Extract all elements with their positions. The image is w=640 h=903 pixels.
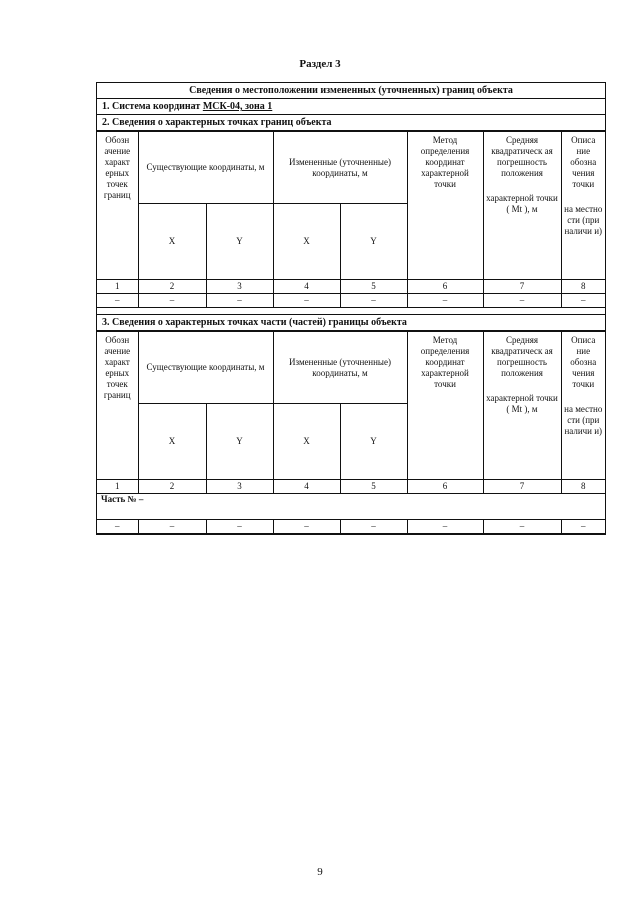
col-num: 7 [483,480,561,494]
header-desc-top: Описа ние обозна чения точки [570,335,597,389]
table-cell: – [138,520,206,534]
header-rms [483,332,561,480]
col-num: 2 [138,280,206,294]
col-num: 3 [206,480,273,494]
column-numbers-row [97,280,605,294]
col-num: 6 [407,480,483,494]
header-method: Метод определения координат характерной точки [407,332,483,480]
header-rms-top: Средняя квадратическ ая погрешность положения [491,335,553,378]
col-num: 5 [340,480,407,494]
table-cell: – [138,294,206,308]
header-existing-coords: Существующие координаты, м [138,332,273,404]
block3-title: 3. Сведения о характерных точках части (частей) границы объекта [97,314,605,331]
table-cell: – [97,294,138,308]
header-method: Метод определения координат характерной точки [407,132,483,280]
table-row [97,294,605,308]
header-changed-coords: Измененные (уточненные) координаты, м [273,332,407,404]
column-numbers-row [97,480,605,494]
header-existing-x: X [138,404,206,480]
table-title: Сведения о местоположении измененных (уточненных) границ объекта [97,83,605,99]
table-cell: – [97,520,138,534]
col-num: 3 [206,280,273,294]
coord-system-row [97,99,605,115]
table-cell: – [407,520,483,534]
table-cell: – [483,520,561,534]
header-existing-coords: Существующие координаты, м [138,132,273,204]
boundary-table [96,82,606,535]
header-desc-bottom: на местно сти (при наличи и) [564,404,603,436]
header-desc [561,132,605,280]
table-cell: – [273,520,340,534]
col-num: 1 [97,480,138,494]
table-cell: – [483,294,561,308]
col-num: 4 [273,280,340,294]
header-rms-top: Средняя квадратическ ая погрешность положения [491,135,553,178]
header-desc-bottom: на местно сти (при наличи и) [564,204,603,236]
table-cell: – [340,520,407,534]
header-changed-coords: Измененные (уточненные) координаты, м [273,132,407,204]
table-cell: – [561,294,605,308]
part-label: Часть № – [97,494,605,520]
block2-title: 2. Сведения о характерных точках границ объекта [97,115,605,131]
col-num: 8 [561,480,605,494]
table-cell: – [273,294,340,308]
col-num: 8 [561,280,605,294]
header-rms [483,132,561,280]
col-num: 7 [483,280,561,294]
page-number: 9 [317,866,323,878]
section-title: Раздел 3 [299,58,341,70]
col-num: 6 [407,280,483,294]
table-cell: – [206,520,273,534]
header-changed-y: Y [340,404,407,480]
header-changed-x: X [273,404,340,480]
header-changed-x: X [273,204,340,280]
table-cell: – [206,294,273,308]
coord-system-prefix: 1. Система координат [102,101,201,112]
header-changed-y: Y [340,204,407,280]
header-rms-bottom: характерной точки ( Mt ), м [486,193,558,214]
table-row [97,520,605,534]
header-existing-y: Y [206,204,273,280]
header-desc-top: Описа ние обозна чения точки [570,135,597,189]
header-rms-bottom: характерной точки ( Mt ), м [486,393,558,414]
col-num: 1 [97,280,138,294]
part-row [97,494,605,520]
header-existing-x: X [138,204,206,280]
block3-table [97,331,605,534]
header-point-designation: Обозн ачение характ ерных точек границ [97,132,138,280]
col-num: 4 [273,480,340,494]
table-cell: – [340,294,407,308]
coord-system-value: МСК-04, зона 1 [202,101,273,112]
col-num: 5 [340,280,407,294]
col-num: 2 [138,480,206,494]
header-existing-y: Y [206,404,273,480]
table-cell: – [407,294,483,308]
table-cell: – [561,520,605,534]
header-point-designation: Обозн ачение характ ерных точек границ [97,332,138,480]
header-desc [561,332,605,480]
block2-table [97,131,605,308]
